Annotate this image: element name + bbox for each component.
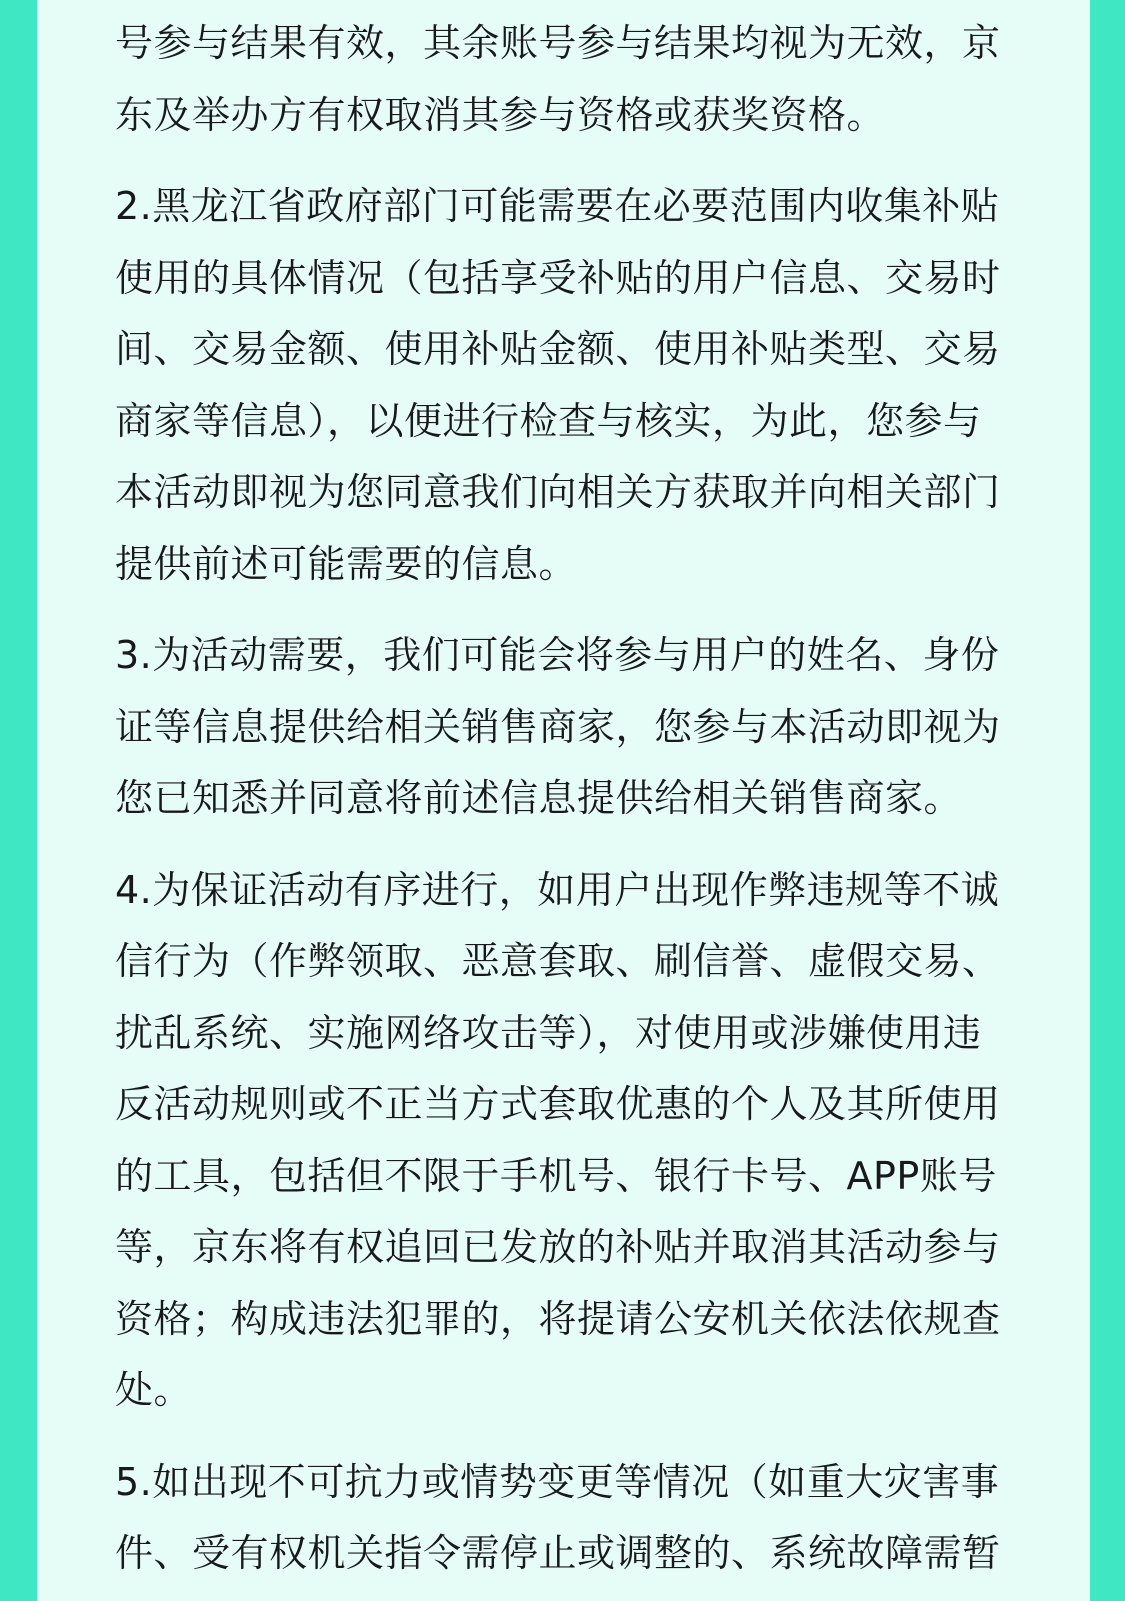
rule-paragraph-5: 5.如出现不可抗力或情势变更等情况（如重大灾害事件、受有权机关指令需停止或调整的、系统故障需暂 xyxy=(115,1459,1001,1575)
rule-paragraph-1-continuation: 号参与结果有效，其余账号参与结果均视为无效，京东及举办方有权取消其参与资格或获奖资格。 xyxy=(115,21,1001,137)
document-page xyxy=(37,0,1090,1601)
rule-paragraph-3: 3.为活动需要，我们可能会将参与用户的姓名、身份证等信息提供给相关销售商家，您参与本活动即视为您已知悉并同意将前述信息提供给相关销售商家。 xyxy=(115,633,1001,820)
rules-content xyxy=(115,8,1015,1590)
rule-paragraph-2: 2.黑龙江省政府部门可能需要在必要范围内收集补贴使用的具体情况（包括享受补贴的用户信息、交易时间、交易金额、使用补贴金额、使用补贴类型、交易商家等信息），以便进行检查与核实，为此，您参与本活动即视为您同意我们向相关方获取并向相关部门提供前述可能需要的信息。 xyxy=(115,184,1001,586)
rule-paragraph-4: 4.为保证活动有序进行，如用户出现作弊违规等不诚信行为（作弊领取、恶意套取、刷信誉、虚假交易、扰乱系统、实施网络攻击等），对使用或涉嫌使用违反活动规则或不正当方式套取优惠的个人及其所使用的工具，包括但不限于手机号、银行卡号、APP账号等，京东将有权追回已发放的补贴并取消其活动参与资格；构成违法犯罪的，将提请公安机关依法依规查处。 xyxy=(115,867,1001,1412)
